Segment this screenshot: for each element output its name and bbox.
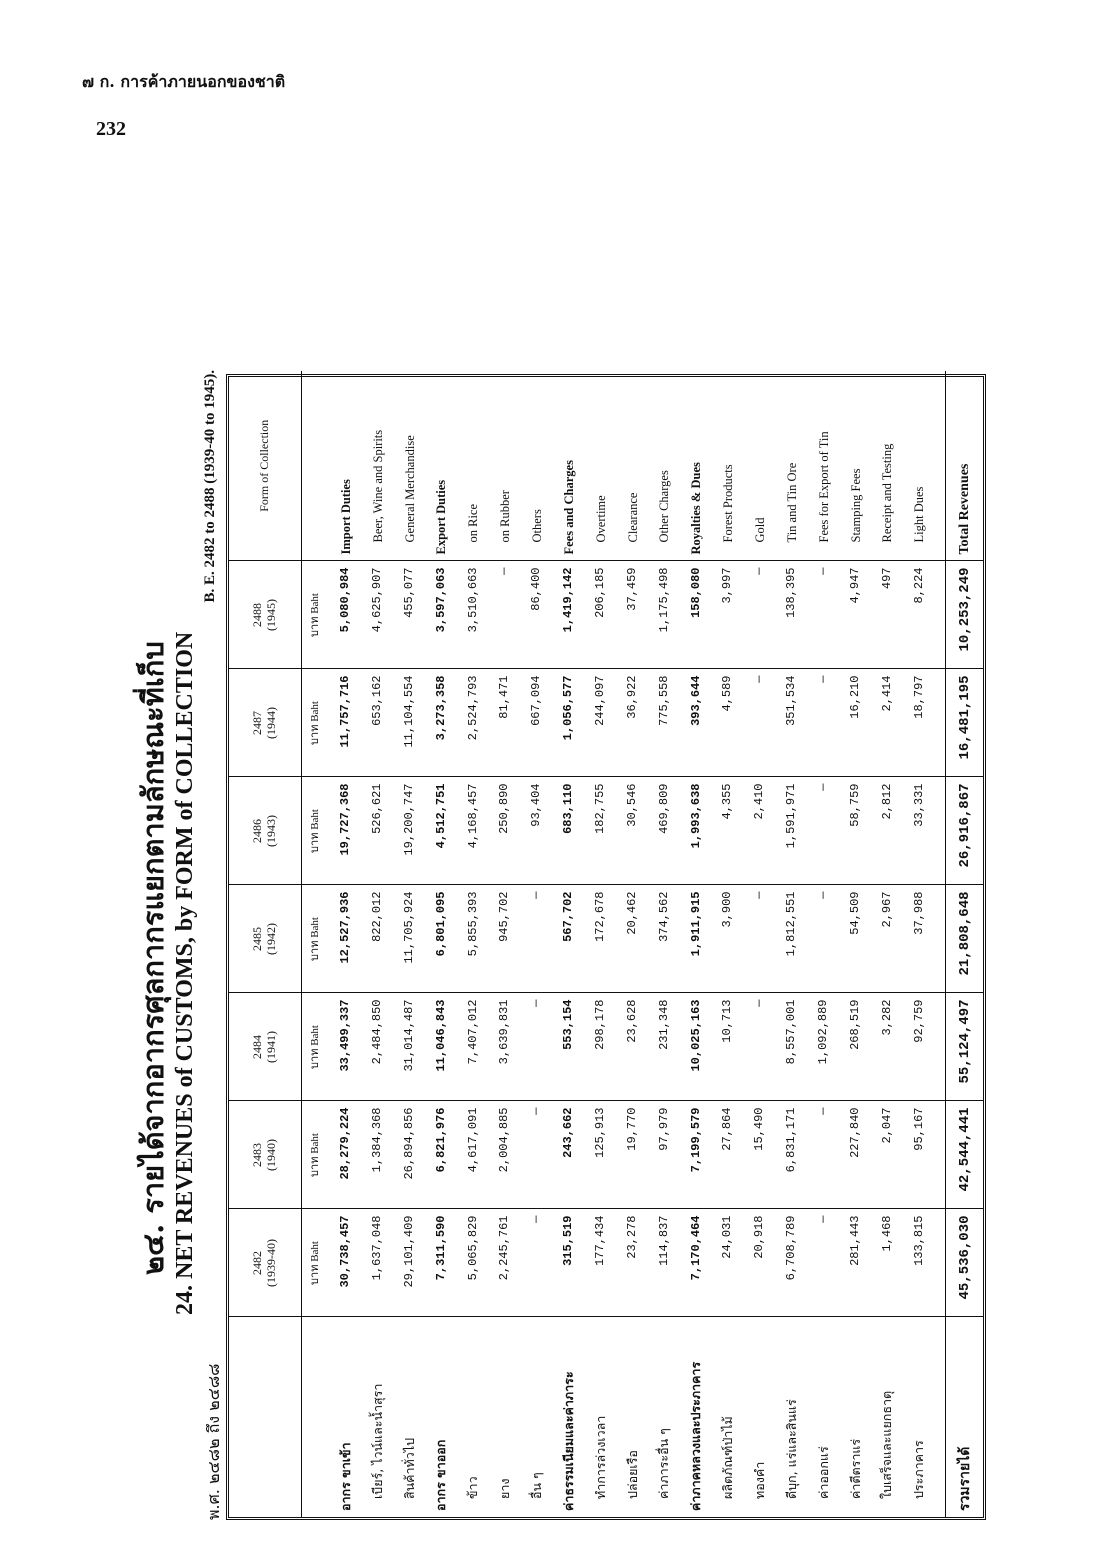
value-cell: 227,840 bbox=[840, 1101, 872, 1209]
value-cell: 5,855,393 bbox=[458, 885, 490, 993]
value-cell: — bbox=[808, 1101, 840, 1209]
value-cell: 3,997 bbox=[712, 561, 744, 669]
value-cell: 1,591,971 bbox=[776, 777, 808, 885]
category-row bbox=[681, 371, 713, 1517]
value-cell: 58,759 bbox=[840, 777, 872, 885]
value-cell: 114,837 bbox=[649, 1209, 681, 1317]
table-row bbox=[362, 371, 394, 1517]
value-cell: 19,727,368 bbox=[330, 777, 362, 885]
value-cell: 45,536,030 bbox=[946, 1209, 983, 1317]
thai-label: อากร ขาออก bbox=[426, 1317, 458, 1517]
value-cell: 3,282 bbox=[872, 993, 904, 1101]
thai-label: ใบเสร็จและแยกธาตุ bbox=[872, 1317, 904, 1517]
value-cell: 93,404 bbox=[521, 777, 553, 885]
value-cell: 775,558 bbox=[649, 669, 681, 777]
value-cell: 231,348 bbox=[649, 993, 681, 1101]
value-cell: 6,801,095 bbox=[426, 885, 458, 993]
english-label: Royalties & Dues bbox=[689, 462, 704, 555]
thai-label: อากร ขาเข้า bbox=[330, 1317, 362, 1517]
value-cell: 33,499,337 bbox=[330, 993, 362, 1101]
english-label: Other Charges bbox=[657, 470, 672, 543]
value-cell: — bbox=[808, 1209, 840, 1317]
value-cell: 553,154 bbox=[553, 993, 585, 1101]
value-cell: — bbox=[521, 1209, 553, 1317]
value-cell: 822,012 bbox=[362, 885, 394, 993]
category-row bbox=[426, 371, 458, 1517]
value-cell: 2,004,885 bbox=[489, 1101, 521, 1209]
english-label: Export Duties bbox=[434, 479, 449, 555]
value-cell: 351,534 bbox=[776, 669, 808, 777]
value-cell: 6,831,171 bbox=[776, 1101, 808, 1209]
table-row bbox=[904, 371, 936, 1517]
value-cell: 125,913 bbox=[585, 1101, 617, 1209]
value-cell: 206,185 bbox=[585, 561, 617, 669]
value-cell: 7,199,579 bbox=[681, 1101, 713, 1209]
value-cell: — bbox=[744, 885, 776, 993]
english-label: Others bbox=[530, 509, 545, 543]
english-label: Forest Products bbox=[721, 464, 736, 543]
unit-label: บาท Baht bbox=[301, 993, 330, 1101]
value-cell: — bbox=[808, 669, 840, 777]
value-cell: 945,702 bbox=[489, 885, 521, 993]
value-cell: — bbox=[808, 777, 840, 885]
value-cell: 11,705,924 bbox=[394, 885, 426, 993]
year-header-2484: 2484 (1941) bbox=[229, 993, 301, 1101]
english-label: Import Duties bbox=[338, 479, 353, 555]
value-cell: 1,993,638 bbox=[681, 777, 713, 885]
value-cell: 2,812 bbox=[872, 777, 904, 885]
thai-label: ผลิตภัณฑ์ป่าไม้ bbox=[712, 1317, 744, 1517]
revenue-table-frame bbox=[226, 374, 986, 1520]
value-cell: 95,167 bbox=[904, 1101, 936, 1209]
value-cell: 653,162 bbox=[362, 669, 394, 777]
english-label: Gold bbox=[753, 517, 768, 543]
year-header-2485: 2485 (1942) bbox=[229, 885, 301, 993]
value-cell: — bbox=[489, 561, 521, 669]
value-cell: 281,443 bbox=[840, 1209, 872, 1317]
value-cell: 26,894,856 bbox=[394, 1101, 426, 1209]
value-cell: 2,967 bbox=[872, 885, 904, 993]
value-cell: 37,988 bbox=[904, 885, 936, 993]
total-row bbox=[946, 371, 983, 1517]
unit-label: บาท Baht bbox=[301, 669, 330, 777]
value-cell: 28,279,224 bbox=[330, 1101, 362, 1209]
thai-label: ค่าภาระอื่น ๆ bbox=[649, 1317, 681, 1517]
english-label: Tin and Tin Ore bbox=[784, 462, 799, 543]
english-label: Total Revenues bbox=[946, 371, 983, 561]
unit-label: บาท Baht bbox=[301, 1101, 330, 1209]
page-number: 232 bbox=[96, 118, 126, 140]
table-row bbox=[840, 371, 872, 1517]
value-cell: 12,527,936 bbox=[330, 885, 362, 993]
value-cell: 393,644 bbox=[681, 669, 713, 777]
value-cell: 10,253,249 bbox=[946, 561, 983, 669]
value-cell: 16,481,195 bbox=[946, 669, 983, 777]
value-cell: 250,890 bbox=[489, 777, 521, 885]
value-cell: 3,273,358 bbox=[426, 669, 458, 777]
thai-label: ค่าภาคหลวงและประภาคาร bbox=[681, 1317, 713, 1517]
value-cell: 10,713 bbox=[712, 993, 744, 1101]
thai-label: ยาง bbox=[489, 1317, 521, 1517]
value-cell: 298,178 bbox=[585, 993, 617, 1101]
title-thai: ๒๔. รายได้จากอากรศุลกากรแยกตามลักษณะที่เก็บ bbox=[136, 641, 170, 1275]
value-cell: 92,759 bbox=[904, 993, 936, 1101]
value-cell: 8,224 bbox=[904, 561, 936, 669]
value-cell: 15,490 bbox=[744, 1101, 776, 1209]
thai-label: ข้าว bbox=[458, 1317, 490, 1517]
value-cell: 7,170,464 bbox=[681, 1209, 713, 1317]
value-cell: 33,331 bbox=[904, 777, 936, 885]
value-cell: 1,468 bbox=[872, 1209, 904, 1317]
unit-label: บาท Baht bbox=[301, 1209, 330, 1317]
table-row bbox=[744, 371, 776, 1517]
value-cell: 455,077 bbox=[394, 561, 426, 669]
value-cell: 667,094 bbox=[521, 669, 553, 777]
value-cell: 4,355 bbox=[712, 777, 744, 885]
value-cell: 81,471 bbox=[489, 669, 521, 777]
value-cell: 30,738,457 bbox=[330, 1209, 362, 1317]
spacer-row bbox=[935, 371, 946, 1517]
english-label: Overtime bbox=[593, 495, 608, 543]
value-cell: 3,597,063 bbox=[426, 561, 458, 669]
value-cell: 3,510,663 bbox=[458, 561, 490, 669]
value-cell: 26,916,867 bbox=[946, 777, 983, 885]
value-cell: 4,512,751 bbox=[426, 777, 458, 885]
thai-label: ค่าธรรมเนียมและค่าภาระ bbox=[553, 1317, 585, 1517]
year-header-2486: 2486 (1943) bbox=[229, 777, 301, 885]
value-cell: 567,702 bbox=[553, 885, 585, 993]
value-cell: — bbox=[521, 1101, 553, 1209]
english-label: Fees for Export of Tin bbox=[816, 431, 831, 543]
english-label: Light Dues bbox=[912, 486, 927, 543]
value-cell: — bbox=[808, 561, 840, 669]
value-cell: 133,815 bbox=[904, 1209, 936, 1317]
value-cell: 55,124,497 bbox=[946, 993, 983, 1101]
thai-label: ทำการล่วงเวลา bbox=[585, 1317, 617, 1517]
table-row bbox=[521, 371, 553, 1517]
rotated-table-block bbox=[130, 370, 990, 1520]
table-row bbox=[808, 371, 840, 1517]
table-row bbox=[872, 371, 904, 1517]
value-cell: 4,625,907 bbox=[362, 561, 394, 669]
value-cell: 11,104,554 bbox=[394, 669, 426, 777]
english-label: Clearance bbox=[625, 492, 640, 543]
value-cell: 2,047 bbox=[872, 1101, 904, 1209]
english-label: on Rice bbox=[466, 503, 481, 543]
value-cell: 16,210 bbox=[840, 669, 872, 777]
thai-label: ค่าตีตราแร่ bbox=[840, 1317, 872, 1517]
value-cell: 2,484,850 bbox=[362, 993, 394, 1101]
value-cell: 2,414 bbox=[872, 669, 904, 777]
value-cell: 4,947 bbox=[840, 561, 872, 669]
value-cell: 1,175,498 bbox=[649, 561, 681, 669]
english-label: on Rubber bbox=[498, 490, 513, 543]
value-cell: 19,770 bbox=[617, 1101, 649, 1209]
value-cell: 2,524,793 bbox=[458, 669, 490, 777]
page-header: ๗ ก. การค้าภายนอกของชาติ bbox=[82, 72, 286, 91]
table-row bbox=[649, 371, 681, 1517]
value-cell: 10,025,163 bbox=[681, 993, 713, 1101]
value-cell: 1,384,368 bbox=[362, 1101, 394, 1209]
value-cell: 29,101,409 bbox=[394, 1209, 426, 1317]
value-cell: 6,708,789 bbox=[776, 1209, 808, 1317]
value-cell: 24,031 bbox=[712, 1209, 744, 1317]
thai-label: สินค้าทั่วไป bbox=[394, 1317, 426, 1517]
value-cell: 11,046,843 bbox=[426, 993, 458, 1101]
category-row bbox=[330, 371, 362, 1517]
value-cell: — bbox=[744, 993, 776, 1101]
value-cell: 31,014,487 bbox=[394, 993, 426, 1101]
value-cell: 469,809 bbox=[649, 777, 681, 885]
value-cell: 37,459 bbox=[617, 561, 649, 669]
title-english: 24. NET REVENUES of CUSTOMS, by FORM of COLLECTION bbox=[172, 631, 198, 1315]
english-label: Beer, Wine and Spirits bbox=[370, 429, 385, 543]
english-label: Fees and Charges bbox=[561, 460, 576, 555]
value-cell: 7,311,590 bbox=[426, 1209, 458, 1317]
value-cell: 6,821,976 bbox=[426, 1101, 458, 1209]
value-cell: 18,797 bbox=[904, 669, 936, 777]
thai-label: เบียร์, ไวน์และน้ำสุรา bbox=[362, 1317, 394, 1517]
value-cell: 177,434 bbox=[585, 1209, 617, 1317]
value-cell: 268,519 bbox=[840, 993, 872, 1101]
value-cell: 243,662 bbox=[553, 1101, 585, 1209]
english-label: General Merchandise bbox=[402, 435, 417, 543]
form-of-collection-header: Form of Collection bbox=[229, 371, 301, 561]
value-cell: 19,200,747 bbox=[394, 777, 426, 885]
value-cell: 5,065,829 bbox=[458, 1209, 490, 1317]
value-cell: 315,519 bbox=[553, 1209, 585, 1317]
value-cell: 1,812,551 bbox=[776, 885, 808, 993]
unit-label: บาท Baht bbox=[301, 885, 330, 993]
value-cell: 23,278 bbox=[617, 1209, 649, 1317]
value-cell: 138,395 bbox=[776, 561, 808, 669]
year-header-2482: 2482 (1939-40) bbox=[229, 1209, 301, 1317]
unit-row bbox=[301, 371, 330, 1517]
value-cell: 20,918 bbox=[744, 1209, 776, 1317]
value-cell: 158,080 bbox=[681, 561, 713, 669]
value-cell: 1,419,142 bbox=[553, 561, 585, 669]
category-row bbox=[553, 371, 585, 1517]
thai-label: รวมรายได้ bbox=[946, 1317, 983, 1517]
english-label: Stamping Fees bbox=[848, 468, 863, 543]
thai-label: ดีบุก, แร่และสินแร่ bbox=[776, 1317, 808, 1517]
value-cell: — bbox=[744, 669, 776, 777]
value-cell: 1,056,577 bbox=[553, 669, 585, 777]
value-cell: 86,400 bbox=[521, 561, 553, 669]
table-row bbox=[712, 371, 744, 1517]
value-cell: 3,900 bbox=[712, 885, 744, 993]
value-cell: 244,097 bbox=[585, 669, 617, 777]
value-cell: 7,407,012 bbox=[458, 993, 490, 1101]
value-cell: 3,639,831 bbox=[489, 993, 521, 1101]
table-row bbox=[489, 371, 521, 1517]
thai-label: ค่าออกแร่ bbox=[808, 1317, 840, 1517]
table-row bbox=[394, 371, 426, 1517]
value-cell: 172,678 bbox=[585, 885, 617, 993]
value-cell: — bbox=[521, 885, 553, 993]
thai-label: ประภาคาร bbox=[904, 1317, 936, 1517]
year-header-2487: 2487 (1944) bbox=[229, 669, 301, 777]
period-thai: พ.ศ. ๒๔๘๒ ถึง ๒๔๘๘ bbox=[204, 1363, 223, 1520]
thai-label: อื่น ๆ bbox=[521, 1317, 553, 1517]
table-row bbox=[458, 371, 490, 1517]
value-cell: 4,589 bbox=[712, 669, 744, 777]
value-cell: 30,546 bbox=[617, 777, 649, 885]
value-cell: 1,637,048 bbox=[362, 1209, 394, 1317]
value-cell: 20,462 bbox=[617, 885, 649, 993]
english-label: Receipt and Testing bbox=[880, 443, 895, 543]
unit-label: บาท Baht bbox=[301, 561, 330, 669]
value-cell: 42,544,441 bbox=[946, 1101, 983, 1209]
revenue-table bbox=[229, 371, 983, 1517]
value-cell: 497 bbox=[872, 561, 904, 669]
unit-label: บาท Baht bbox=[301, 777, 330, 885]
value-cell: 2,245,761 bbox=[489, 1209, 521, 1317]
value-cell: 23,628 bbox=[617, 993, 649, 1101]
value-cell: — bbox=[744, 561, 776, 669]
value-cell: 182,755 bbox=[585, 777, 617, 885]
value-cell: 36,922 bbox=[617, 669, 649, 777]
value-cell: 526,621 bbox=[362, 777, 394, 885]
value-cell: 8,557,001 bbox=[776, 993, 808, 1101]
value-cell: 97,979 bbox=[649, 1101, 681, 1209]
value-cell: 1,911,915 bbox=[681, 885, 713, 993]
table-row bbox=[776, 371, 808, 1517]
value-cell: 4,617,091 bbox=[458, 1101, 490, 1209]
thai-label-header bbox=[229, 1317, 301, 1517]
value-cell: — bbox=[808, 885, 840, 993]
thai-label: ทองคำ bbox=[744, 1317, 776, 1517]
value-cell: 1,092,889 bbox=[808, 993, 840, 1101]
thai-label: ปล่อยเรือ bbox=[617, 1317, 649, 1517]
value-cell: 27,864 bbox=[712, 1101, 744, 1209]
table-row bbox=[585, 371, 617, 1517]
value-cell: 4,168,457 bbox=[458, 777, 490, 885]
value-cell: 683,110 bbox=[553, 777, 585, 885]
value-cell: 21,808,648 bbox=[946, 885, 983, 993]
value-cell: — bbox=[521, 993, 553, 1101]
year-header-2488: 2488 (1945) bbox=[229, 561, 301, 669]
value-cell: 11,757,716 bbox=[330, 669, 362, 777]
value-cell: 2,410 bbox=[744, 777, 776, 885]
value-cell: 374,562 bbox=[649, 885, 681, 993]
year-header-2483: 2483 (1940) bbox=[229, 1101, 301, 1209]
period-english: B. E. 2482 to 2488 (1939-40 to 1945). bbox=[202, 370, 218, 603]
value-cell: 54,509 bbox=[840, 885, 872, 993]
value-cell: 5,080,984 bbox=[330, 561, 362, 669]
table-row bbox=[617, 371, 649, 1517]
